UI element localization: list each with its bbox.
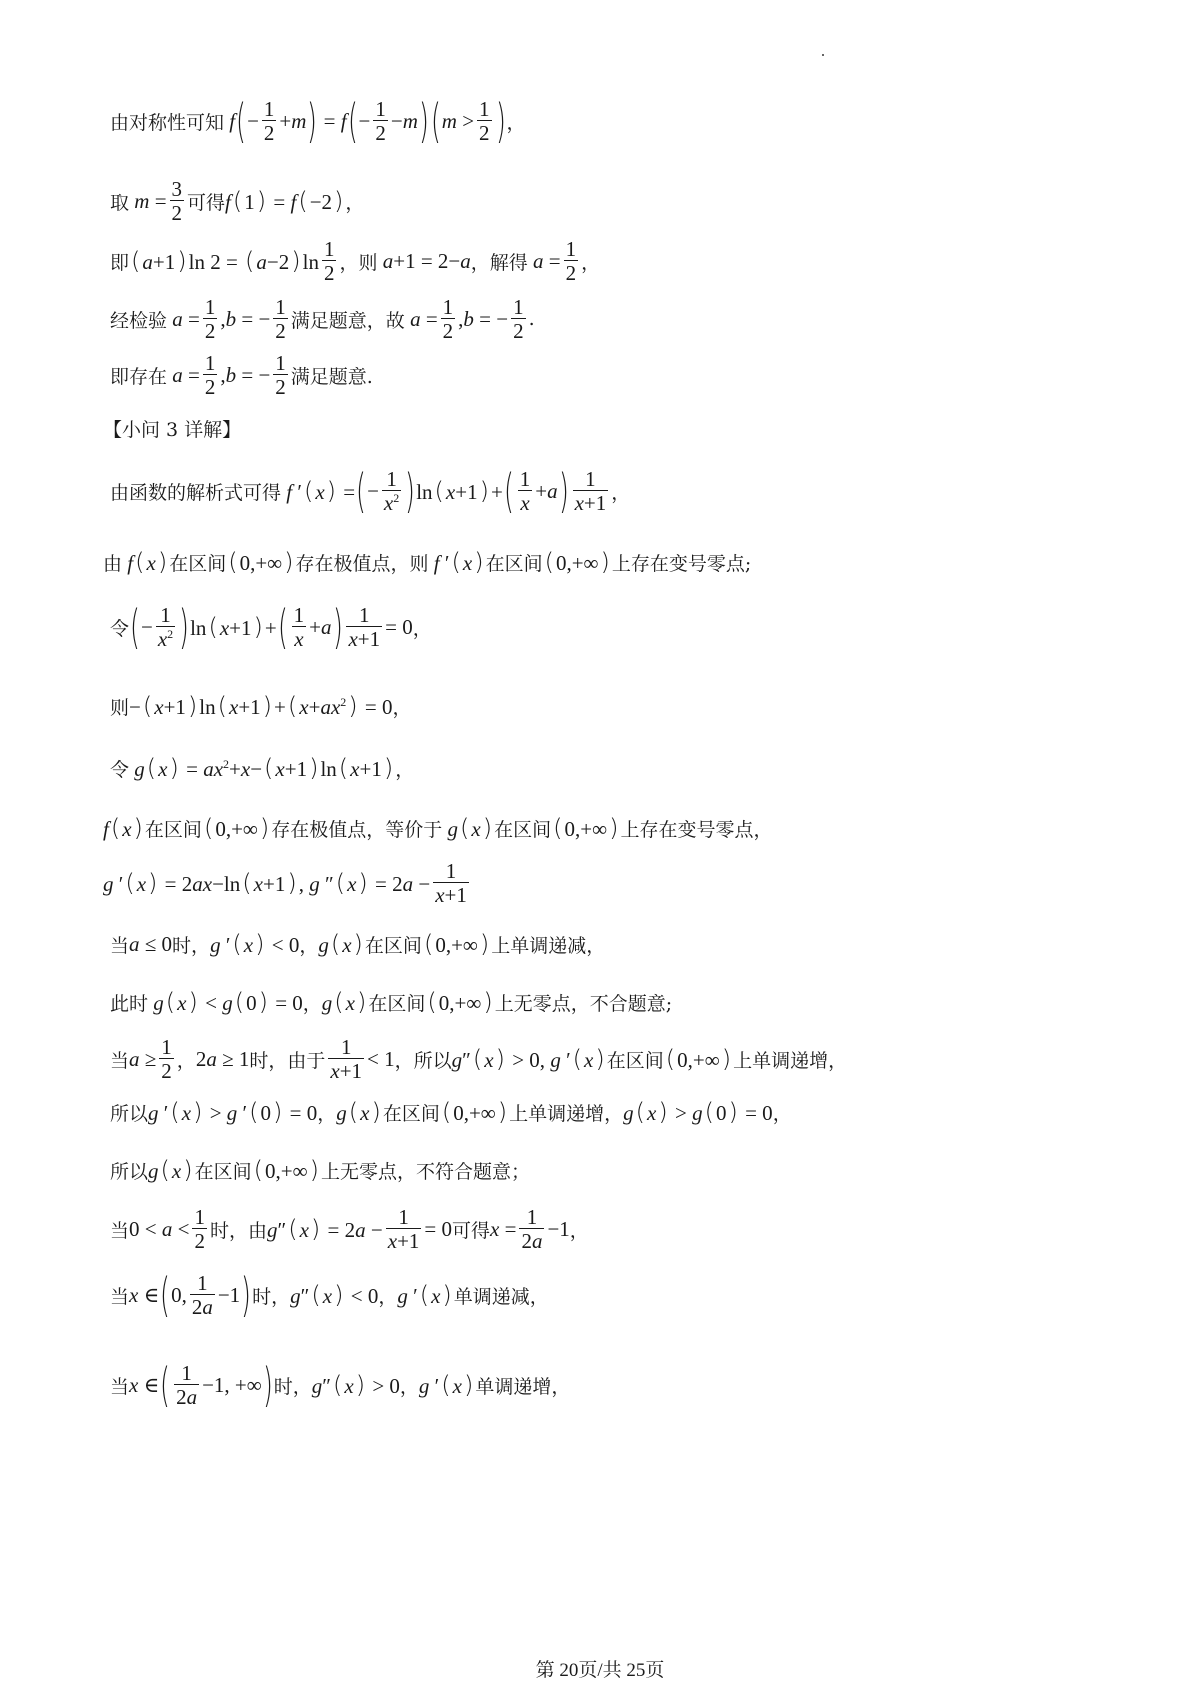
text-line: 经检验 a = $\frac{1}{2}$ ,b = − $\frac{1}{2}$ 满足题意，故 a = $\frac{1}{2}$ ,b = − $\frac{1}{2}$ . [110,295,535,344]
page-footer: 第 20页/共 25页 [535,1660,665,1681]
fraction: $\frac{1}{x+1}$ [387,1205,420,1254]
formula-line: g ′(x) = 2ax−ln(x+1), g ″(x) = 2a − $\frac{1}{x+1}$ [103,859,467,908]
fraction: $\frac{1}{2}$ [275,295,286,344]
text-line: 由 f(x) 在区间 (0,+∞) 存在极值点，则 f ′(x) 在区间 (0,+∞) 上存在变号零点; [103,548,752,576]
fraction: $\frac{1}{2}$ [194,1205,205,1254]
text-line: 此时 g(x) < g(0) = 0 ， g(x) 在区间 (0,+∞) 上无零点，不合题意; [110,988,673,1016]
text-line: 所以 g(x) 在区间 (0,+∞) 上无零点，不符合题意； [110,1156,530,1184]
fraction: $\frac{1}{x+1}$ [330,1035,363,1084]
text-line: 所以 g ′(x) > g ′(0) = 0 ， g(x) 在区间 (0,+∞) 上单调递增， g(x) > g(0) = 0 ， [110,1098,792,1126]
fraction: $\frac{1}{2}$ [263,97,275,146]
fraction: $\frac{1}{2a}$ [521,1205,543,1254]
text-line: 当 a ≤ 0 时， g ′(x) < 0 ， g(x) 在区间 (0,+∞) 上单调递减， [110,930,606,958]
fraction: $\frac{1}{2}$ [204,351,216,400]
text-line: f(x) 在区间 (0,+∞) 存在极值点，等价于 g(x) 在区间 (0,+∞) 上存在变号零点， [103,814,773,842]
fraction: $\frac{1}{2a}$ [191,1271,213,1320]
text-line: 则 $-(x+1)\ln(x+1)+(x+ax^2) = 0$ ， [110,692,412,720]
fraction: $\frac{1}{2}$ [479,97,490,146]
fraction: $\frac{1}{x+1}$ [435,859,467,908]
fraction: $\frac{1}{x+1}$ [574,467,607,516]
text-line: 即存在 a = $\frac{1}{2}$ ,b = − $\frac{1}{2}$ 满足题意. [110,351,373,400]
fraction: $\frac{1}{2}$ [565,237,577,286]
fraction: $\frac{1}{2}$ [375,97,386,146]
fraction: $\frac{1}{2}$ [161,1035,172,1084]
fraction: $\frac{1}{2}$ [513,295,524,344]
fraction: $\frac{1}{x}$ [293,603,305,652]
text-line: 当 x ∈ ( 0, $\frac{1}{2a}$ −1 ) 时， g″(x) < 0 ， g ′(x) 单调递减， [110,1268,549,1323]
section-heading: 【小问 3 详解】 [103,419,242,441]
text-line: 取 m = $\frac{3}{2}$ 可得 f(1) = f(−2) ， [110,177,365,226]
text-line: 即 (a+1)ln 2 = (a−2)ln $\frac{1}{2}$ ，则 a+1 = 2−a ，解得 a = $\frac{1}{2}$ ， [110,237,601,286]
fraction: $\frac{1}{x}$ [519,467,531,516]
text-line: 当 x ∈ ( $\frac{1}{2a}$ −1, +∞ ) 时， g″(x) > 0 ， g ′(x) 单调递增， [110,1358,571,1413]
fraction: $\frac{3}{2}$ [171,177,183,226]
text-line: 由函数的解析式可得 f ′(x) = ( − $\frac{1}{x^2}$ ) ln(x+1)+ ( $\frac{1}{x}$ +a ) $\frac{1}{x+1}$ ， [110,464,631,519]
fraction: $\frac{1}{2}$ [275,351,286,400]
text-line: 令 ( − $\frac{1}{x^2}$ ) ln(x+1)+ ( $\frac{1}{x}$ +a ) $\frac{1}{x+1}$ = 0 ， [110,600,432,655]
text-line: 由对称性可知 f ( − $\frac{1}{2}$ +m ) = f ( − $\frac{1}{2}$ −m ) ( m > $\frac{1}{2}$ ) ， [110,94,526,149]
text-line: 当 a ≥ $\frac{1}{2}$ ， 2a ≥ 1 时，由于 $\frac{1}{x+1}$ < 1 ，所以 g″(x) > 0, g ′(x) 在区间 (0,+∞) 上单调递增， [110,1035,848,1084]
line-text: 由对称性可知 [110,111,225,134]
math: f [229,108,236,133]
fraction: $\frac{1}{x^2}$ [383,467,400,516]
text-line: 令 $g(x) = ax^2+x-(x+1)\ln(x+1)$ ， [110,754,415,782]
fraction: $\frac{1}{x+1}$ [348,603,381,652]
scan-dot [822,54,824,56]
fraction: $\frac{1}{2}$ [204,295,216,344]
fraction: $\frac{1}{2}$ [323,237,335,286]
text-line: 当 0 < a < $\frac{1}{2}$ 时，由 g″(x) = 2a − $\frac{1}{x+1}$ = 0 可得 x = $\frac{1}{2a}$ −1 ， [110,1205,589,1254]
fraction: $\frac{1}{2}$ [442,295,454,344]
fraction: $\frac{1}{2a}$ [176,1361,198,1410]
fraction: $\frac{1}{x^2}$ [157,603,174,652]
